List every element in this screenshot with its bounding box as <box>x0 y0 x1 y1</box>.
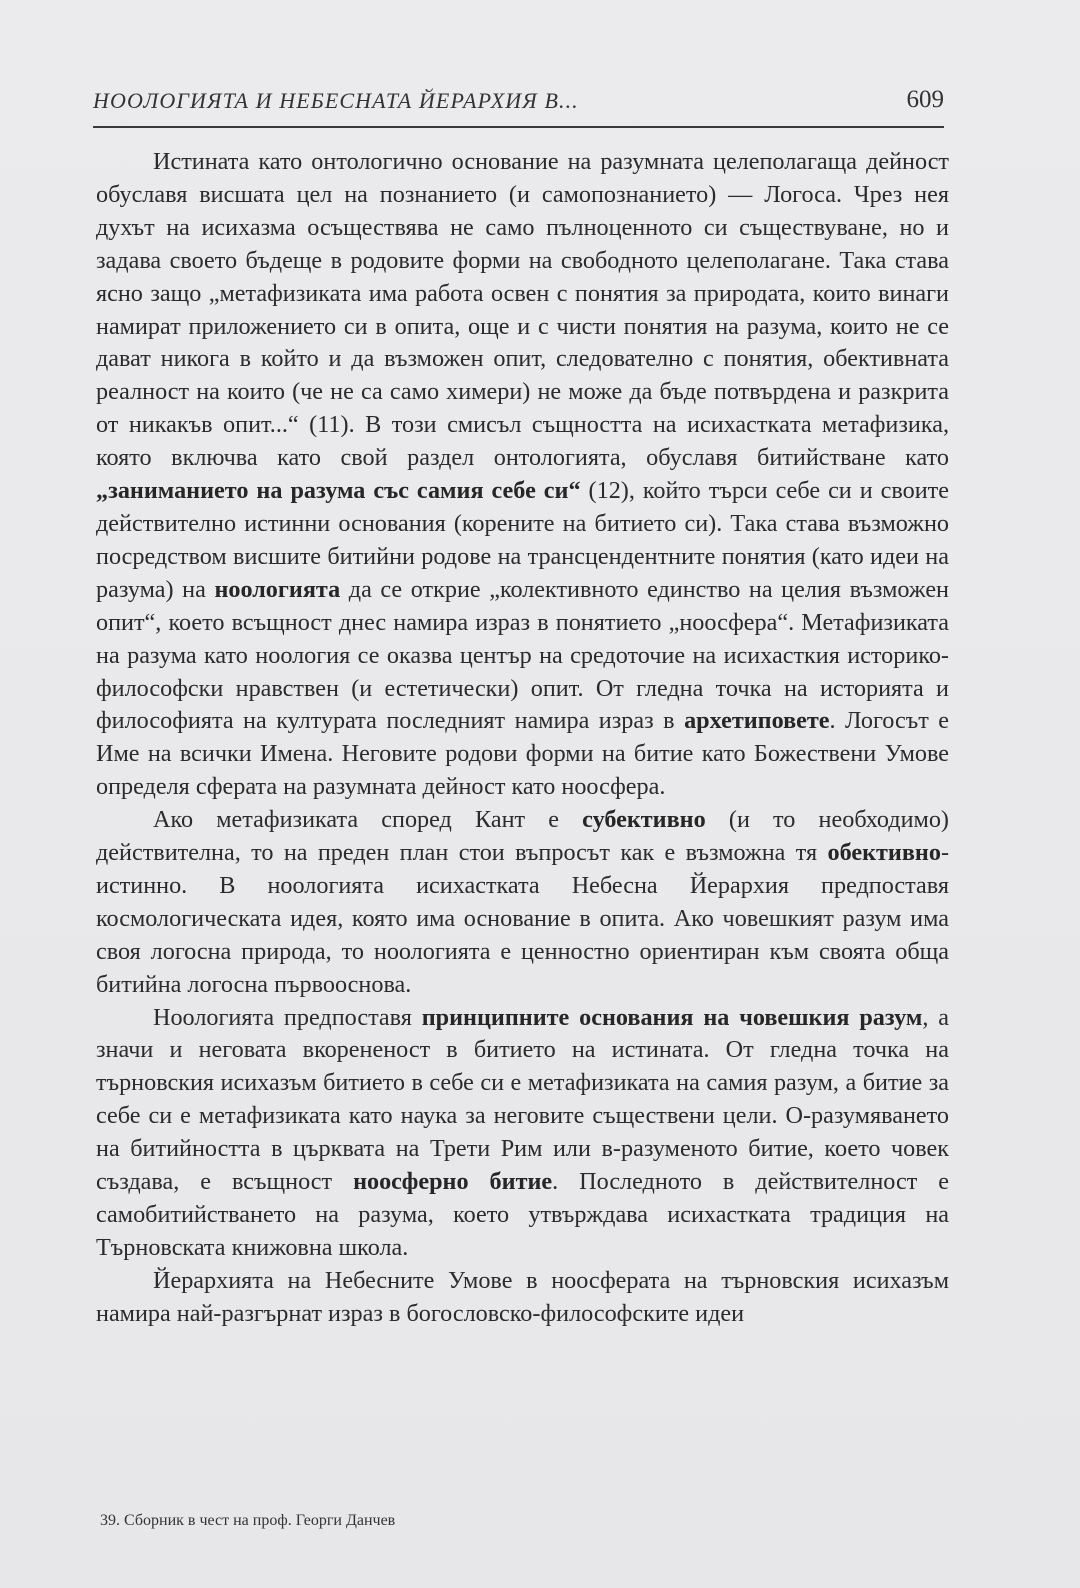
paragraph-2-text-3: -истинно. В ноологията исихастката Небесна Йерархия предпоставя космологическата идея, която има основание в опита. Ако човешкият разум има своя логосна природа, то ноологията е ценностно ориентиран към своята обща битийна логосна първооснова. <box>96 839 949 998</box>
paragraph-1-text-4: . Логосът е Име на всички Имена. Неговите родови форми на битие като Божествени Умове определя сферата на разумната дейност като ноосфера. <box>96 707 949 801</box>
paragraph-1-bold-3: архетиповете <box>684 707 830 735</box>
paragraph-1-text-1: Истината като онтологично основание на разумната целеполагаща дейност обуславя висшата цел на познанието (и самопознанието) — Логоса. Чрез нея духът на исихазма осъществява не само пълноценното си съществуване, но и задава своето бъдеще в родовите форми на свободното целеполагане. Така става ясно защо „метафизиката има работа освен с понятия за природата, които винаги намират приложението си в опита, още и с чисти понятия на разума, които не се дават никога в който и да възможен опит, следователно с понятия, обективната реалност на които (че не са само химери) не може да бъде потвърдена и разкрита от никакъв опит...“ (11). В този смисъл същността на исихасткaта метафизика, която включва като свой раздел онтологията, обуславя битийстване като <box>96 148 949 472</box>
paragraph-1-bold-1: „заниманието на разума със самия себе си“ <box>96 477 581 505</box>
paragraph-3 <box>96 1002 949 1265</box>
paragraph-1-text-2: (12), който търси себе си и своите действително истинни основания (корените на битието си). Така става възможно посредством висшите битийни родове на трансцендентните понятия (като идеи на разума) на <box>96 477 949 603</box>
paragraph-3-bold-2: ноосферно битие <box>353 1168 553 1196</box>
paragraph-2-text-2: (и то необходимо) действителна, то на преден план стои въпросът как е възможна тя <box>96 806 949 867</box>
paragraph-2-bold-2: обективно <box>827 839 941 867</box>
paragraph-2 <box>96 804 949 1001</box>
paragraph-1-text-3: да се открие „колективното единство на целия възможен опит“, което всъщност днес намира израз в понятието „ноосфера“. Метафизиката на разума като ноология се оказва център на средоточие на исихасткия историко-философски нравствен (и естетически) опит. От гледна точка на историята и философията на културата последният намира израз в <box>96 575 949 735</box>
page-number: 609 <box>906 86 944 113</box>
running-head-title: НООЛОГИЯТА И НЕБЕСНАТА ЙЕРАРХИЯ В... <box>93 88 579 113</box>
paragraph-1 <box>96 146 949 804</box>
header-rule <box>93 126 944 128</box>
paragraph-3-text-3: . Последното в действителност е самобитийстването на разума, което утвърждава исихастката традиция на Търновската книжовна школа. <box>96 1168 949 1261</box>
running-head <box>93 88 944 124</box>
paragraph-4-text-1: Йерархията на Небесните Умове в ноосферата на търновския исихазъм намира най-разгърнат израз в богословско-философските идеи <box>96 1266 949 1327</box>
paragraph-3-bold-1: принципните основания на човешкия разум <box>421 1003 923 1031</box>
paragraph-4 <box>96 1265 949 1331</box>
paragraph-2-bold-1: субективно <box>582 806 706 834</box>
paragraph-3-text-2: , а значи и неговата вкорененост в битието на истината. От гледна точка на търновския исихазъм битието в себе си е метафизиката на самия разум, а битие за себе си е метафизиката като наука за неговите съществени цели. О-разумяването на битийността в църквата на Трети Рим или в-разуменото битие, което човек създава, е всъщност <box>96 1003 949 1196</box>
footer-signature-note: 39. Сборник в чест на проф. Георги Данчев <box>100 1512 396 1529</box>
paragraph-3-text-1: Ноологията предпоставя <box>153 1003 422 1031</box>
paragraph-2-text-1: Ако метафизиката според Кант е <box>153 806 583 834</box>
body-text <box>96 146 949 1331</box>
paragraph-1-bold-2: ноологията <box>214 575 341 603</box>
